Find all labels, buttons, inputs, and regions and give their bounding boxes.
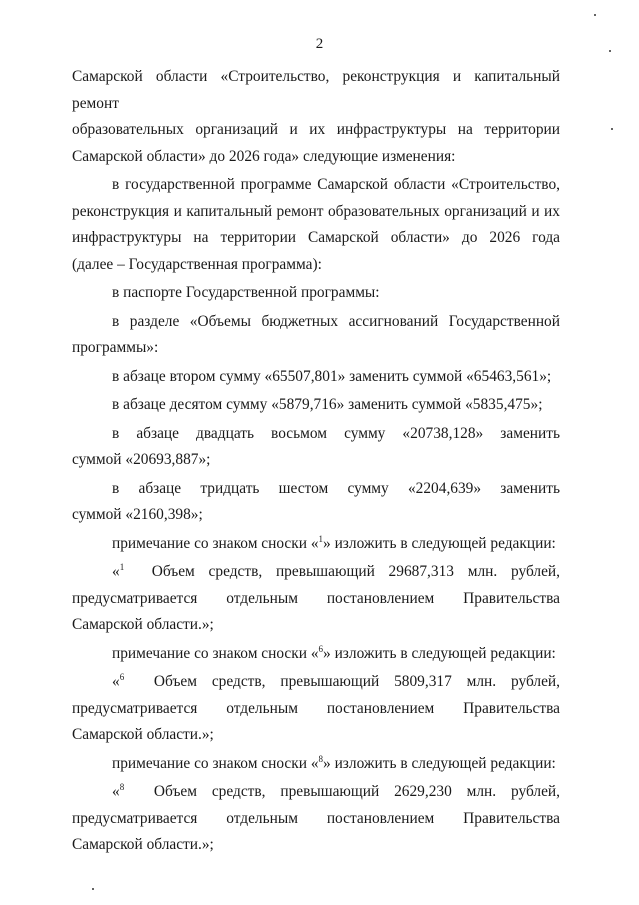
- page-number: 2: [315, 36, 324, 52]
- note-intro: [72, 751, 560, 778]
- text-line: [72, 531, 560, 558]
- note-intro-before: примечание со знаком сноски «: [112, 644, 319, 662]
- text-line: в абзаце тридцать шестом сумму «2204,639» заменить: [112, 479, 560, 497]
- footnote-mark: 8: [318, 753, 324, 764]
- paragraph: [72, 64, 560, 170]
- footnote-mark: 1: [318, 533, 324, 544]
- scan-speck: [609, 50, 611, 52]
- paragraph: [72, 476, 560, 529]
- text-line: в разделе «Объемы бюджетных ассигнований Государственной: [112, 312, 560, 330]
- text-line: реконструкция и капитальный ремонт образовательных организаций и их: [72, 202, 560, 220]
- text-line: Самарской области.»;: [72, 836, 214, 853]
- paragraph: [72, 280, 560, 307]
- text-line: [72, 751, 560, 778]
- note-intro-after: » изложить в следующей редакции:: [323, 644, 556, 662]
- note-text-start: Объем средств, превышающий 29687,313 млн. рублей,: [151, 563, 560, 580]
- text-line: Самарской области.»;: [72, 726, 214, 743]
- quote-open: «: [112, 673, 120, 690]
- text-line: в паспорте Государственной программы:: [112, 284, 380, 301]
- paragraph: [72, 421, 560, 474]
- text-line: инфраструктуры на территории Самарской области» до 2026 года: [72, 229, 560, 246]
- text-line: предусматривается отдельным постановлением Правительства: [72, 809, 560, 827]
- note-text: [72, 779, 560, 859]
- paragraph: [72, 392, 560, 419]
- quote-open: «: [112, 783, 120, 800]
- text-line: [72, 669, 560, 696]
- note-text-start: Объем средств, превышающий 2629,230 млн. рублей,: [153, 783, 561, 800]
- note-intro-before: примечание со знаком сноски «: [112, 534, 319, 552]
- text-line: предусматривается отдельным постановлением Правительства: [72, 699, 560, 717]
- text-line: [72, 641, 560, 668]
- text-line: программы»:: [72, 339, 159, 356]
- text-line: Самарской области.»;: [72, 616, 214, 633]
- paragraph: [72, 364, 560, 391]
- footnote-mark: 8: [119, 782, 125, 792]
- text-line: Самарской области «Строительство, реконструкция и капитальный ремонт: [72, 68, 560, 112]
- note-intro-before: примечание со знаком сноски «: [112, 754, 319, 772]
- text-line: суммой «2160,398»;: [72, 506, 203, 523]
- note-text: [72, 559, 560, 639]
- paragraph: [72, 172, 560, 278]
- scan-speck: [611, 128, 613, 130]
- scan-speck: [594, 14, 596, 16]
- text-line: в абзаце десятом сумму «5879,716» заменить суммой «5835,475»;: [112, 396, 543, 413]
- text-line: в государственной программе Самарской области «Строительство,: [112, 176, 560, 193]
- footnote-mark: 1: [119, 562, 125, 572]
- quote-open: «: [112, 563, 120, 580]
- text-line: [72, 559, 560, 586]
- note-intro: [72, 641, 560, 668]
- note-intro-after: » изложить в следующей редакции:: [323, 534, 556, 552]
- text-line: образовательных организаций и их инфраструктуры на территории: [72, 121, 560, 138]
- text-line: в абзаце двадцать восьмом сумму «20738,128» заменить: [112, 424, 560, 442]
- note-text-start: Объем средств, превышающий 5809,317 млн. рублей,: [153, 673, 561, 690]
- note-intro: [72, 531, 560, 558]
- text-line: (далее – Государственная программа):: [72, 255, 322, 273]
- footnote-mark: 6: [119, 672, 125, 682]
- text-line: в абзаце втором сумму «65507,801» заменить суммой «65463,561»;: [112, 367, 552, 385]
- text-line: Самарской области» до 2026 года» следующие изменения:: [72, 147, 456, 165]
- document-body: [72, 64, 560, 859]
- scan-speck: [92, 888, 94, 890]
- paragraph: [72, 309, 560, 362]
- text-line: [72, 779, 560, 806]
- note-intro-after: » изложить в следующей редакции:: [323, 754, 556, 772]
- text-line: предусматривается отдельным постановлением Правительства: [72, 589, 560, 607]
- note-text: [72, 669, 560, 749]
- footnote-mark: 6: [318, 643, 324, 654]
- text-line: суммой «20693,887»;: [72, 451, 211, 468]
